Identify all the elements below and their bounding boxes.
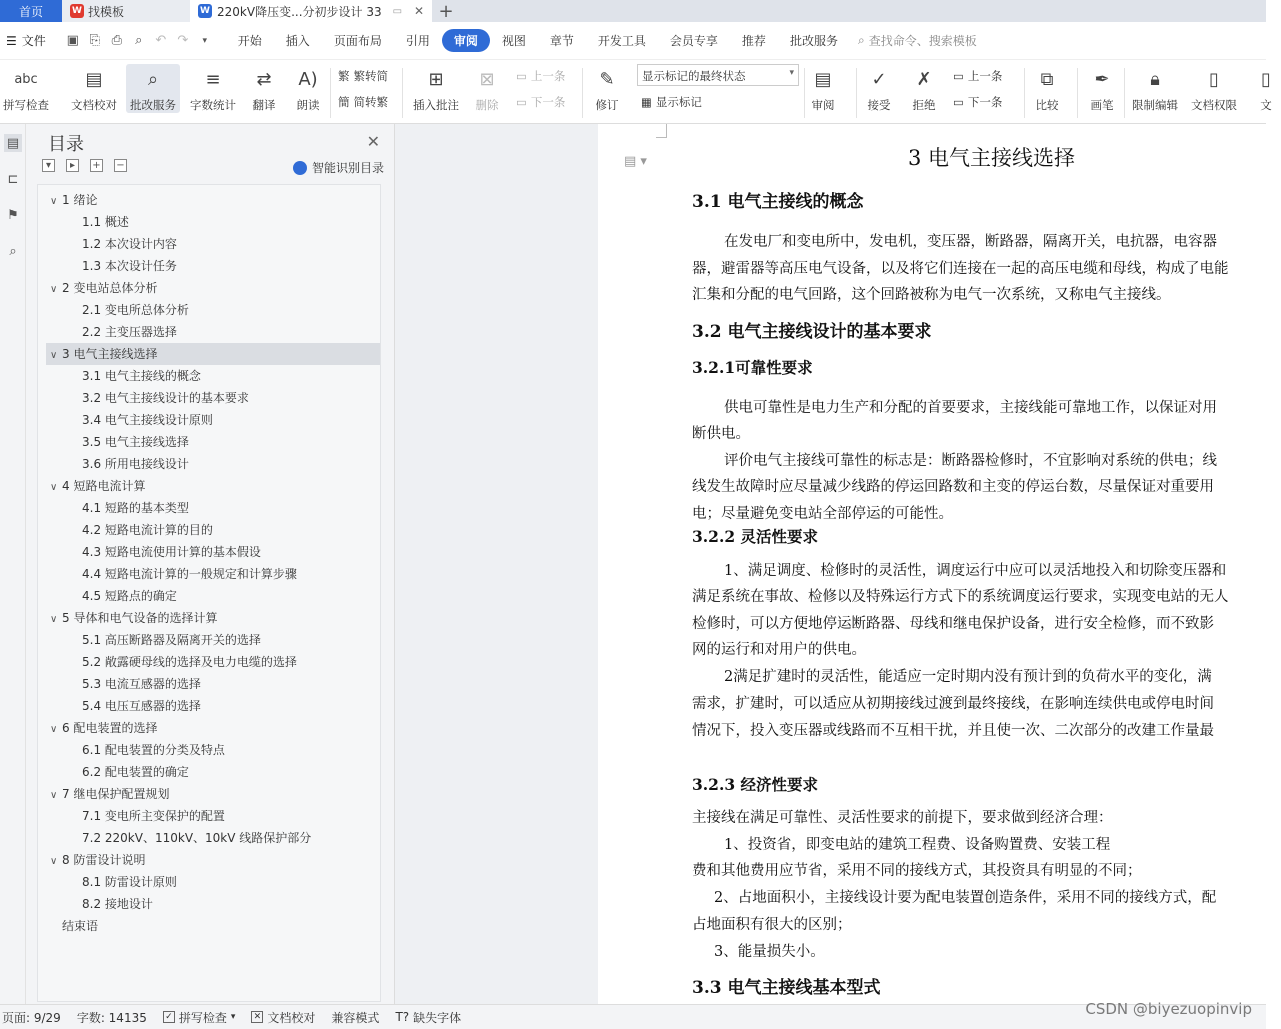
paragraph-line: 主接线在满足可靠性、灵活性要求的前提下，要求做到经济合理： xyxy=(692,810,1113,826)
tab-document[interactable] xyxy=(190,0,432,22)
read-aloud-icon: A) xyxy=(298,68,318,90)
status-bar xyxy=(0,1004,1266,1029)
ink-button[interactable] xyxy=(1087,64,1117,113)
reject-label: 拒绝 xyxy=(912,98,936,112)
subsection-heading: 3.2.1可靠性要求 xyxy=(692,358,813,377)
restrict-edit-button[interactable] xyxy=(1132,64,1178,113)
proof-icon: ✕ xyxy=(251,1011,263,1023)
toc-item-label: 2 变电站总体分析 xyxy=(62,281,158,295)
page-corner-mark xyxy=(656,137,667,138)
print-icon[interactable]: ⎙ xyxy=(111,33,122,48)
ribbon-divider xyxy=(1077,68,1078,118)
compare-icon: ⧉ xyxy=(1040,68,1054,90)
toc-item-label: 4 短路电流计算 xyxy=(62,479,146,493)
accept-label: 接受 xyxy=(867,98,891,112)
smart-toc-label: 智能识别目录 xyxy=(311,161,384,175)
next-change-button[interactable] xyxy=(953,94,1002,110)
toc-item[interactable] xyxy=(46,431,380,453)
toc-item-label: 5 导体和电气设备的选择计算 xyxy=(62,611,218,625)
toc-item-label: 4.2 短路电流计算的目的 xyxy=(82,523,213,537)
toc-item[interactable] xyxy=(46,717,380,739)
compare-button[interactable] xyxy=(1032,64,1062,113)
toc-item[interactable] xyxy=(46,761,380,783)
paragraph-line: 2、占地面积小，主接线设计要为配电装置创造条件，采用不同的接线方式，配 xyxy=(714,890,1217,906)
tab-home-label: 首页 xyxy=(18,4,43,19)
plus-icon[interactable]: + xyxy=(438,0,454,22)
toc-item-label: 7.2 220kV、110kV、10kV 线路保护部分 xyxy=(82,831,312,845)
simp-to-trad-icon: 簡 xyxy=(338,95,350,109)
tab-template[interactable] xyxy=(62,0,190,22)
toc-item-label: 4.5 短路点的确定 xyxy=(82,589,177,603)
paragraph-line: 断供电。 xyxy=(692,426,750,442)
tab-5[interactable]: 视图 xyxy=(501,34,526,48)
toc-item-label: 3.4 电气主接线设计原则 xyxy=(82,413,213,427)
tab-4[interactable]: 审阅 xyxy=(442,29,490,52)
review-pane-icon: ▤ xyxy=(814,68,832,90)
toc-item-label: 2.1 变电所总体分析 xyxy=(82,303,189,317)
toc-item-label: 2.2 主变压器选择 xyxy=(82,325,177,339)
toc-item-label: 3.2 电气主接线设计的基本要求 xyxy=(82,391,249,405)
toc-item-label: 7 继电保护配置规划 xyxy=(62,787,170,801)
save-icon[interactable]: ▣ xyxy=(66,33,79,48)
paragraph-line: 汇集和分配的电气回路，这个回路被称为电气一次系统，又称电气主接线。 xyxy=(692,287,1171,303)
toc-item[interactable] xyxy=(46,673,380,695)
tab-home[interactable] xyxy=(0,0,62,22)
track-changes-icon: ✎ xyxy=(599,68,615,90)
trad-to-simp-label: 繁转简 xyxy=(353,69,388,83)
paragraph-line: 占地面积有很大的区别； xyxy=(692,917,852,933)
ink-label: 画笔 xyxy=(1090,98,1114,112)
restrict-edit-label: 限制编辑 xyxy=(1132,98,1178,112)
close-icon[interactable]: ✕ xyxy=(366,132,380,151)
status-spellcheck-label: 拼写检查 xyxy=(178,1010,227,1025)
ribbon-tabs xyxy=(226,29,850,52)
toc-item-label: 5.4 电压互感器的选择 xyxy=(82,699,201,713)
remove-heading-icon[interactable]: − xyxy=(114,159,127,172)
toc-item[interactable] xyxy=(46,541,380,563)
file-menu[interactable] xyxy=(6,32,46,49)
reject-button[interactable] xyxy=(909,64,939,113)
toc-panel xyxy=(26,124,394,1004)
chevron-down-icon[interactable]: ∨ xyxy=(50,724,58,735)
ribbon-divider xyxy=(1024,68,1025,118)
toc-item[interactable] xyxy=(46,255,380,277)
doc-more-label: 文 xyxy=(1260,98,1272,112)
pen-icon: ✒ xyxy=(1094,68,1110,90)
trad-to-simp-icon: 繁 xyxy=(338,69,350,83)
toc-item[interactable] xyxy=(46,519,380,541)
prev-comment-label: 上一条 xyxy=(530,69,566,83)
toc-item[interactable] xyxy=(46,695,380,717)
paragraph-line: 网的运行和对用户的供电。 xyxy=(692,642,866,658)
status-doc-proof[interactable] xyxy=(243,1009,323,1026)
toc-item[interactable] xyxy=(46,607,380,629)
insert-comment-icon: ⊞ xyxy=(428,68,444,90)
tab-template-label: 找模板 xyxy=(88,4,125,19)
status-spellcheck[interactable] xyxy=(155,1009,244,1026)
toc-item[interactable] xyxy=(46,827,380,849)
toc-item[interactable] xyxy=(46,585,380,607)
simp-to-trad-label: 简转繁 xyxy=(353,95,388,109)
quick-access-more-icon[interactable]: ▾ xyxy=(202,35,208,46)
chevron-down-icon[interactable]: ∨ xyxy=(50,350,58,361)
tab-3[interactable]: 引用 xyxy=(405,34,430,48)
toc-item-label: 1 绪论 xyxy=(62,193,98,207)
paragraph-line: 供电可靠性是电力生产和分配的首要要求，主接线能可靠地工作，以保证对用 xyxy=(724,400,1217,416)
section-heading: 3.3 电气主接线基本型式 xyxy=(692,978,881,998)
missing-font-icon: T? xyxy=(395,1010,410,1024)
doc-rights-label: 文档权限 xyxy=(1191,98,1237,112)
toc-item-label: 1.1 概述 xyxy=(82,215,129,229)
toc-item[interactable] xyxy=(46,783,380,805)
print-preview-icon[interactable]: ⌕ xyxy=(135,33,143,48)
review-service-button[interactable] xyxy=(126,64,180,113)
chevron-down-icon[interactable]: ∨ xyxy=(50,196,58,207)
read-aloud-label: 朗读 xyxy=(296,98,320,112)
toc-item[interactable] xyxy=(46,343,380,365)
toc-item[interactable] xyxy=(46,475,380,497)
spellcheck-button[interactable] xyxy=(3,64,49,113)
nav-strip xyxy=(0,124,26,1004)
toc-item-label: 8 防雷设计说明 xyxy=(62,853,146,867)
trad-to-simp-button[interactable] xyxy=(338,68,388,84)
next-comment-label: 下一条 xyxy=(530,95,566,109)
paragraph-line: 器，避雷器等高压电气设备，以及将它们连接在一起的高压电缆和母线，构成了电能 xyxy=(692,261,1229,277)
toc-item-label: 6.2 配电装置的确定 xyxy=(82,765,189,779)
page-indicator[interactable] xyxy=(0,1009,69,1026)
word-count-label: 字数统计 xyxy=(190,98,236,112)
toc-item[interactable] xyxy=(46,893,380,915)
toc-item[interactable] xyxy=(46,387,380,409)
word-count-icon: ≡ xyxy=(205,68,221,90)
toc-item-label: 7.1 变电所主变保护的配置 xyxy=(82,809,225,823)
tab-6[interactable]: 章节 xyxy=(549,34,574,48)
insert-comment-label: 插入批注 xyxy=(413,98,459,112)
translate-button[interactable] xyxy=(249,64,279,113)
paragraph-line: 电；尽量避免变电站全部停运的可能性。 xyxy=(692,506,953,522)
delete-comment-icon: ⊠ xyxy=(479,68,495,90)
toc-item-label: 8.2 接地设计 xyxy=(82,897,153,911)
paragraph-line: 2满足扩建时的灵活性，能适应一定时期内没有预计到的负荷水平的变化，满 xyxy=(724,669,1212,685)
paragraph-line: 3、能量损失小。 xyxy=(714,944,825,960)
compat-mode xyxy=(323,1009,387,1026)
show-markup-button[interactable] xyxy=(641,94,702,110)
toc-item[interactable] xyxy=(46,233,380,255)
word-count-indicator[interactable] xyxy=(69,1009,155,1026)
tab-1[interactable]: 插入 xyxy=(285,34,310,48)
section-heading: 3.2 电气主接线设计的基本要求 xyxy=(692,322,932,342)
subsection-heading: 3.2.3 经济性要求 xyxy=(692,775,819,794)
compat-mode-label: 兼容模式 xyxy=(331,1010,380,1025)
doc-paste-icon[interactable]: ▤ ▾ xyxy=(624,154,647,169)
paragraph-line: 评价电气主接线可靠性的标志是：断路器检修时，不宜影响对系统的供电；线 xyxy=(724,453,1217,469)
missing-font-button[interactable] xyxy=(387,1009,469,1026)
close-tab-icon[interactable]: ✕ xyxy=(413,4,424,18)
show-markup-icon: ▦ xyxy=(641,95,652,109)
lock-icon: 🔒︎ xyxy=(1150,68,1160,90)
toc-item[interactable] xyxy=(46,497,380,519)
toc-item[interactable] xyxy=(46,629,380,651)
doc-more-icon: ▯ xyxy=(1261,68,1271,90)
ribbon-divider xyxy=(330,68,331,118)
tab-7[interactable]: 开发工具 xyxy=(597,34,646,48)
ribbon-review xyxy=(0,60,1272,124)
simp-to-trad-button[interactable] xyxy=(338,94,388,110)
page-corner-mark xyxy=(666,124,667,137)
add-heading-icon[interactable]: + xyxy=(90,159,103,172)
accept-button[interactable] xyxy=(864,64,894,113)
reject-icon: ✗ xyxy=(916,68,932,90)
chevron-down-icon[interactable]: ∨ xyxy=(50,482,58,493)
toc-item[interactable] xyxy=(46,453,380,475)
track-changes-button[interactable] xyxy=(592,64,622,113)
review-pane-button[interactable] xyxy=(808,64,838,113)
toc-panel-icon[interactable]: ▤ xyxy=(4,134,22,152)
paragraph-line: 费和其他费用应节省，采用不同的接线方式，其投资具有明显的不同； xyxy=(692,863,1142,879)
toc-item-label: 5.3 电流互感器的选择 xyxy=(82,677,201,691)
toc-item[interactable] xyxy=(46,277,380,299)
toc-item-label: 8.1 防雷设计原则 xyxy=(82,875,177,889)
accept-icon: ✓ xyxy=(871,68,887,90)
page-indicator-label: 页面: 9/29 xyxy=(2,1010,61,1025)
doc-proof-icon: ▤ xyxy=(85,68,103,90)
chevron-down-icon[interactable]: ∨ xyxy=(50,614,58,625)
toc-item-label: 6 配电装置的选择 xyxy=(62,721,158,735)
next-comment-button[interactable] xyxy=(516,94,565,110)
toc-item-label: 4.4 短路电流计算的一般规定和计算步骤 xyxy=(82,567,297,581)
chevron-down-icon[interactable]: ∨ xyxy=(50,284,58,295)
doc-more-button[interactable] xyxy=(1251,64,1281,113)
toc-item[interactable] xyxy=(46,915,380,937)
command-search-placeholder: 查找命令、搜索模板 xyxy=(868,34,977,48)
toc-toolbar xyxy=(42,159,127,172)
toc-item-label: 1.3 本次设计任务 xyxy=(82,259,177,273)
smart-toc-button[interactable] xyxy=(293,159,384,176)
prev-comment-button[interactable] xyxy=(516,68,565,84)
chapter-heading: 3 电气主接线选择 xyxy=(908,146,1076,170)
expand-all-icon[interactable]: ▸ xyxy=(66,159,79,172)
toc-item[interactable] xyxy=(46,211,380,233)
spellcheck-label: 拼写检查 xyxy=(3,98,49,112)
ribbon-divider xyxy=(804,68,805,118)
word-count-indicator-label: 字数: 14135 xyxy=(76,1010,147,1025)
tab-2[interactable]: 页面布局 xyxy=(333,34,382,48)
toc-item-label: 结束语 xyxy=(62,919,99,933)
toc-item-label: 1.2 本次设计内容 xyxy=(82,237,177,251)
toc-item[interactable] xyxy=(46,409,380,431)
status-doc-proof-label: 文档校对 xyxy=(267,1010,316,1025)
paragraph-line: 1、投资省，即变电站的建筑工程费、设备购置费、安装工程 xyxy=(724,837,1111,853)
toc-item-label: 6.1 配电装置的分类及特点 xyxy=(82,743,225,757)
paragraph-line: 在发电厂和变电所中，发电机，变压器，断路器，隔离开关，电抗器，电容器 xyxy=(724,234,1217,250)
toc-item-label: 4.1 短路的基本类型 xyxy=(82,501,189,515)
chapter-nav-icon[interactable]: ⊏ xyxy=(7,171,19,187)
export-pdf-icon[interactable]: ⎘ xyxy=(89,33,100,48)
doc-rights-button[interactable] xyxy=(1191,64,1237,113)
word-doc-icon: W xyxy=(198,4,212,18)
search-icon[interactable]: ⌕ xyxy=(9,243,17,259)
next-comment-icon: ▭ xyxy=(516,95,527,109)
command-search[interactable] xyxy=(858,32,977,49)
ribbon-divider xyxy=(856,68,857,118)
doc-proof-button[interactable] xyxy=(71,64,117,113)
show-markup-label: 显示标记 xyxy=(655,95,702,109)
paragraph-line: 检修时，可以方便地停运断路器、母线和继电保护设备，进行安全检修，而不致影 xyxy=(692,616,1214,632)
next-change-icon: ▭ xyxy=(953,95,964,109)
toc-item[interactable] xyxy=(46,189,380,211)
translate-label: 翻译 xyxy=(252,98,276,112)
undo-icon[interactable]: ↶ xyxy=(155,33,167,48)
toc-item-label: 3 电气主接线选择 xyxy=(62,347,158,361)
spellcheck-icon: abc xyxy=(14,71,38,87)
toc-item[interactable] xyxy=(46,563,380,585)
paragraph-line: 需求，扩建时，可以适应从初期接线过渡到最终接线，在影响连续供电或停电时间 xyxy=(692,696,1214,712)
toc-item[interactable] xyxy=(46,299,380,321)
doc-rights-icon: ▯ xyxy=(1209,68,1219,90)
word-count-button[interactable] xyxy=(190,64,236,113)
toc-item-label: 3.6 所用电接线设计 xyxy=(82,457,189,471)
translate-icon: ⇄ xyxy=(256,68,272,90)
paragraph-line: 情况下，投入变压器或线路而不互相干扰，并且使一次、二次部分的改建工作量最 xyxy=(692,723,1214,739)
prev-change-button[interactable] xyxy=(953,68,1002,84)
tab-10[interactable]: 批改服务 xyxy=(789,34,838,48)
read-aloud-button[interactable] xyxy=(293,64,323,113)
tab-8[interactable]: 会员专享 xyxy=(669,34,718,48)
toc-item[interactable] xyxy=(46,321,380,343)
track-changes-label: 修订 xyxy=(595,98,619,112)
pin-icon[interactable]: ▭ xyxy=(392,5,403,17)
template-icon: W xyxy=(70,4,84,18)
toc-item[interactable] xyxy=(46,849,380,871)
compare-label: 比较 xyxy=(1035,98,1059,112)
tab-bar xyxy=(0,0,1266,22)
delete-comment-button[interactable] xyxy=(472,64,502,113)
insert-comment-button[interactable] xyxy=(413,64,459,113)
chevron-down-icon: ▾ xyxy=(230,1012,236,1022)
paragraph-line: 满足系统在事故、检修以及特殊运行方式下的系统调度运行要求，实现变电站的无人 xyxy=(692,589,1229,605)
watermark: CSDN @biyezuopinvip xyxy=(1085,1000,1252,1018)
chevron-down-icon: ▾ xyxy=(789,68,794,78)
review-service-icon: ⌕ xyxy=(147,68,159,90)
markup-state-value: 显示标记的最终状态 xyxy=(642,69,746,83)
smart-toc-icon xyxy=(293,161,307,175)
menu-bar xyxy=(0,22,1266,60)
ribbon-divider xyxy=(582,68,583,118)
hamburger-icon: ☰ xyxy=(6,33,17,48)
file-menu-label: 文件 xyxy=(21,34,46,48)
tab-document-label: 220kV降压变...分初步设计 33 xyxy=(217,4,382,19)
search-icon: ⌕ xyxy=(857,33,865,47)
toc-item-label: 5.2 敞露硬母线的选择及电力电缆的选择 xyxy=(82,655,297,669)
redo-icon[interactable]: ↷ xyxy=(177,33,189,48)
paragraph-line: 线发生故障时应尽量减少线路的停运回路数和主变的停运台数，尽量保证对重要用 xyxy=(692,479,1214,495)
doc-proof-label: 文档校对 xyxy=(71,98,117,112)
tab-0[interactable]: 开始 xyxy=(237,34,262,48)
missing-font-label: 缺失字体 xyxy=(413,1010,462,1025)
delete-comment-label: 删除 xyxy=(475,98,499,112)
markup-state-select[interactable] xyxy=(637,64,799,86)
paragraph-line: 1、满足调度、检修时的灵活性，调度运行中应可以灵活地投入和切除变压器和 xyxy=(724,563,1227,579)
ribbon-divider xyxy=(1124,68,1125,118)
toc-item-label: 3.5 电气主接线选择 xyxy=(82,435,189,449)
toc-item[interactable] xyxy=(46,651,380,673)
toc-title: 目录 xyxy=(48,134,84,155)
toc-list xyxy=(37,184,381,1002)
prev-change-icon: ▭ xyxy=(953,69,964,83)
toc-item[interactable] xyxy=(46,739,380,761)
toc-item[interactable] xyxy=(46,805,380,827)
subsection-heading: 3.2.2 灵活性要求 xyxy=(692,527,819,546)
chevron-down-icon[interactable]: ∨ xyxy=(50,856,58,867)
prev-comment-icon: ▭ xyxy=(516,69,527,83)
toc-item-label: 4.3 短路电流使用计算的基本假设 xyxy=(82,545,261,559)
chevron-down-icon[interactable]: ∨ xyxy=(50,790,58,801)
review-service-label: 批改服务 xyxy=(130,98,176,112)
review-pane-label: 审阅 xyxy=(811,98,835,112)
bookmark-icon[interactable]: ⚑ xyxy=(7,207,19,223)
tab-9[interactable]: 推荐 xyxy=(741,34,766,48)
toc-item-label: 3.1 电气主接线的概念 xyxy=(82,369,201,383)
collapse-all-icon[interactable]: ▾ xyxy=(42,159,55,172)
prev-change-label: 上一条 xyxy=(967,69,1003,83)
checkbox-icon: ✓ xyxy=(163,1011,175,1023)
toc-item[interactable] xyxy=(46,871,380,893)
toc-item-label: 5.1 高压断路器及隔离开关的选择 xyxy=(82,633,261,647)
ribbon-divider xyxy=(402,68,403,118)
document-page[interactable] xyxy=(598,124,1266,1004)
toc-item[interactable] xyxy=(46,365,380,387)
page-gutter xyxy=(394,124,598,1004)
section-heading: 3.1 电气主接线的概念 xyxy=(692,192,864,212)
next-change-label: 下一条 xyxy=(967,95,1003,109)
